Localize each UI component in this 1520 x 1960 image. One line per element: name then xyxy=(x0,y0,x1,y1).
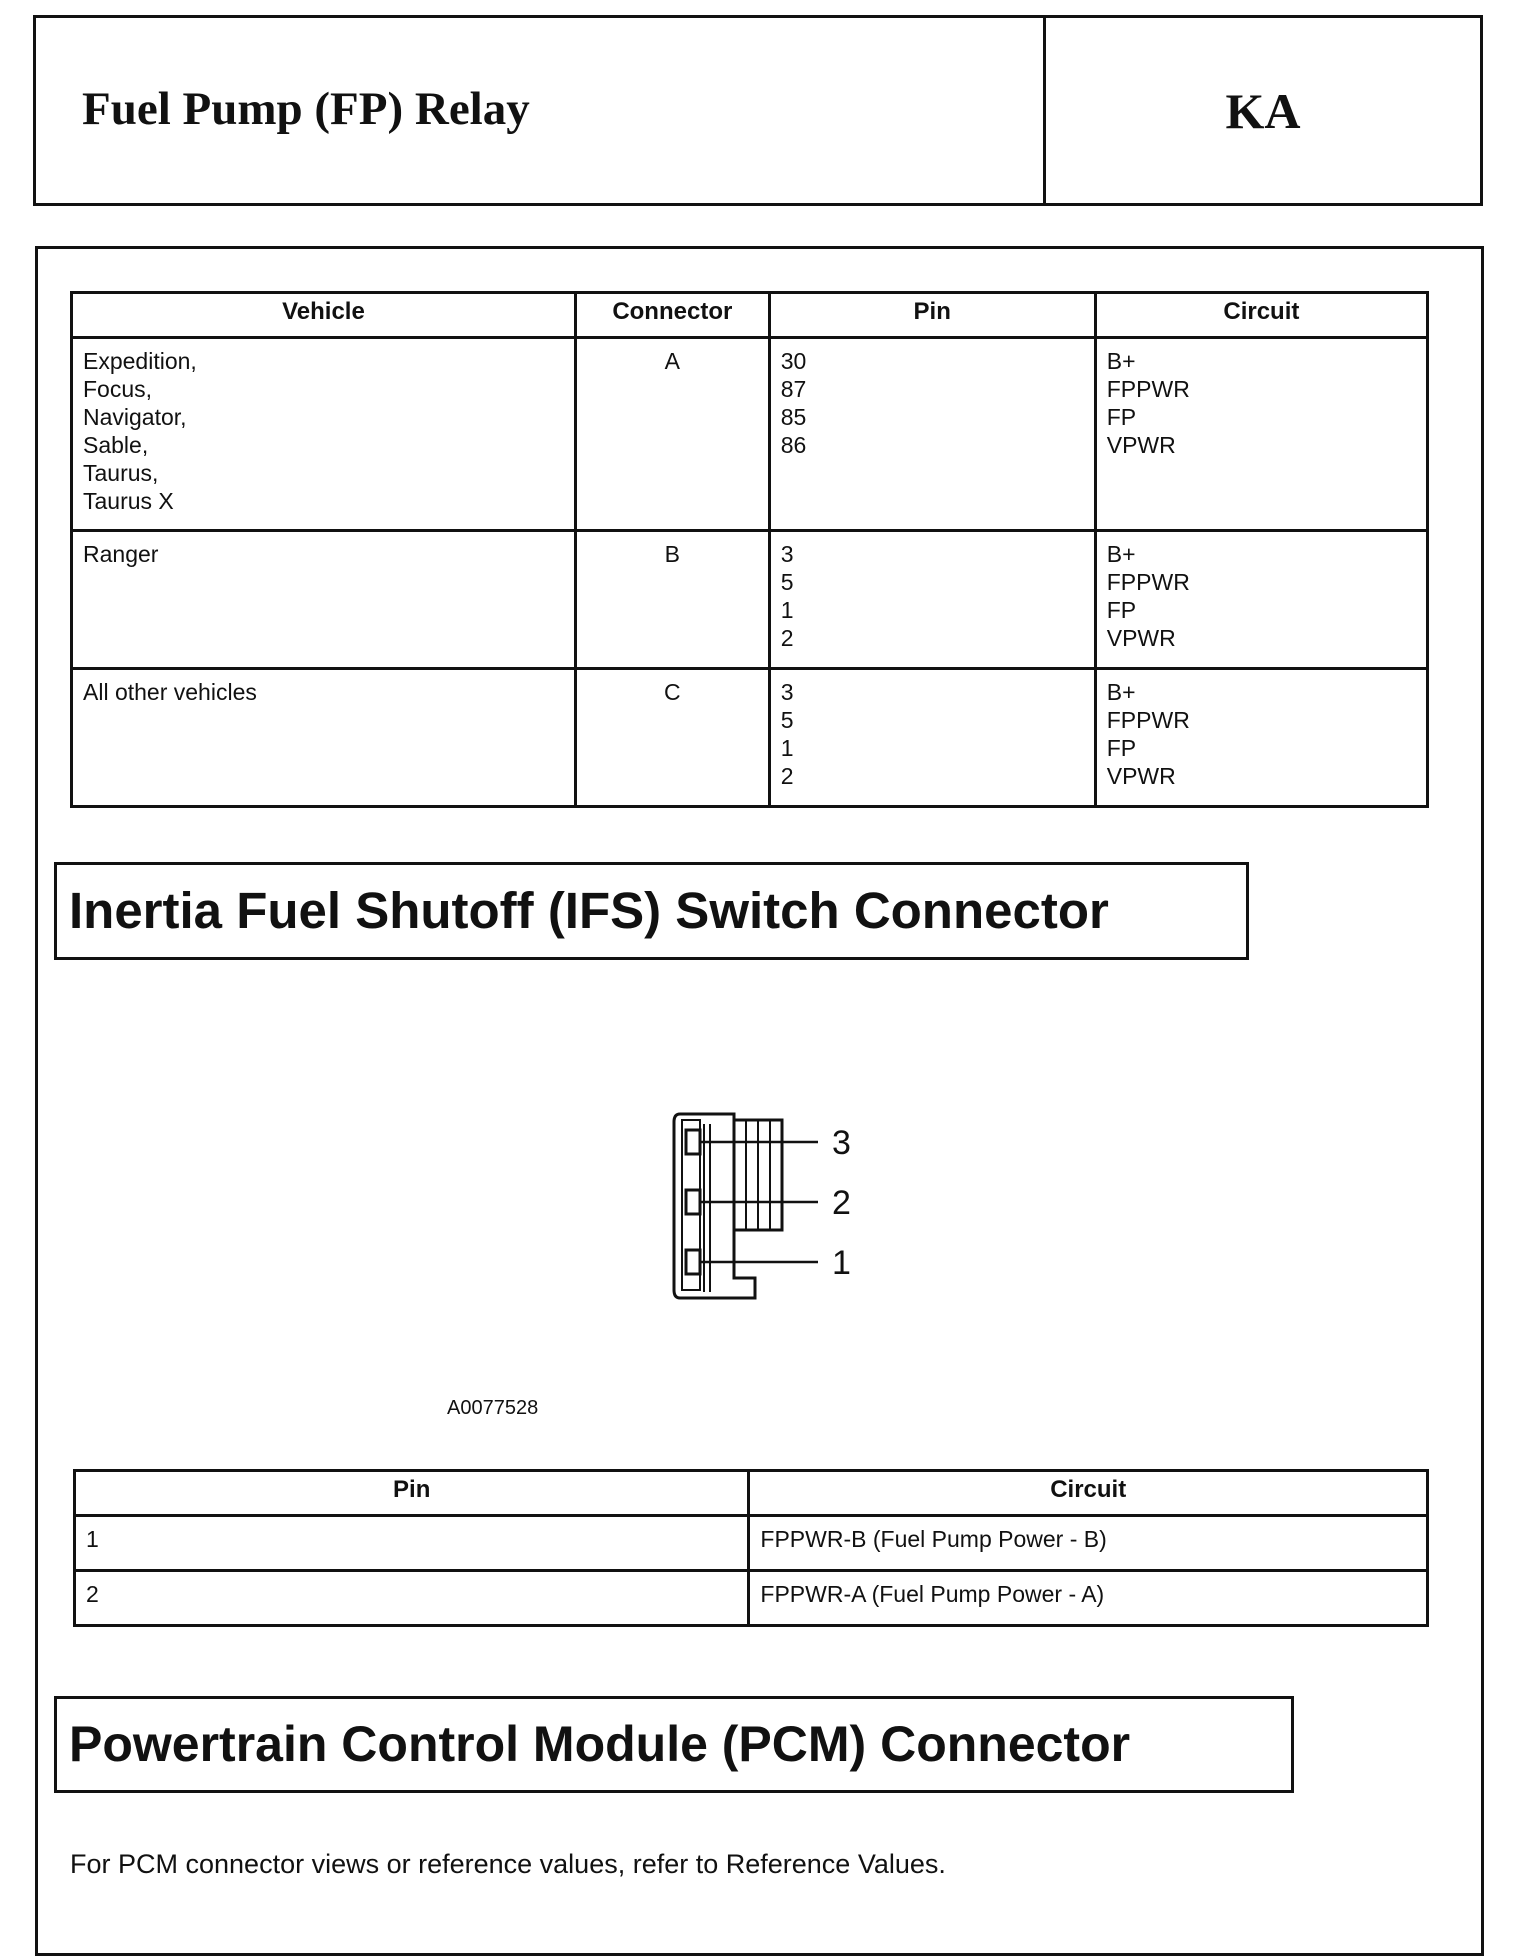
circuit-cell xyxy=(1095,669,1427,807)
pin-number: 2 xyxy=(780,625,794,651)
table-row xyxy=(72,338,1428,531)
pin-cell xyxy=(769,669,1095,807)
pin-number: 1 xyxy=(780,735,794,761)
table-row xyxy=(75,1516,1428,1571)
column-header-circuit: Circuit xyxy=(749,1471,1428,1516)
circuit-name: B+ xyxy=(1106,679,1136,705)
vehicle-name: Ranger xyxy=(83,541,159,567)
column-header-pin: Pin xyxy=(769,293,1095,338)
section-code: KA xyxy=(1225,83,1301,139)
circuit-name: FPPWR xyxy=(1106,707,1190,733)
pcm-section-heading: Powertrain Control Module (PCM) Connector xyxy=(54,1696,1294,1793)
ifs-section-heading: Inertia Fuel Shutoff (IFS) Switch Connector xyxy=(54,862,1249,960)
vehicle-name: Expedition, xyxy=(83,348,197,374)
table-row xyxy=(75,1571,1428,1626)
figure-id: A0077528 xyxy=(447,1397,539,1419)
column-header-pin: Pin xyxy=(75,1471,749,1516)
circuit-name: FPPWR xyxy=(1106,376,1190,402)
connector-cell: C xyxy=(575,669,769,807)
pin-number: 87 xyxy=(780,376,807,402)
ifs-table-header xyxy=(75,1471,1428,1516)
pin-number: 2 xyxy=(780,763,794,789)
ifs-connector-diagram xyxy=(660,1100,900,1310)
vehicle-cell xyxy=(72,669,576,807)
circuit-name: FPPWR xyxy=(1106,569,1190,595)
circuit-name: VPWR xyxy=(1106,625,1176,651)
pin-number: 3 xyxy=(780,679,794,705)
ifs-pinout-table xyxy=(73,1469,1429,1627)
pin-3-terminal xyxy=(686,1130,700,1154)
relay-table-header xyxy=(72,293,1428,338)
pin-cell xyxy=(769,338,1095,531)
circuit-name: VPWR xyxy=(1106,432,1176,458)
pin-number: 85 xyxy=(780,404,807,430)
vehicle-name: Taurus, xyxy=(83,460,159,486)
vehicle-name: Sable, xyxy=(83,432,149,458)
circuit-cell: FPPWR-A (Fuel Pump Power - A) xyxy=(749,1571,1428,1626)
connector-cell: B xyxy=(575,531,769,669)
pin-number: 3 xyxy=(780,541,794,567)
pin-number: 1 xyxy=(780,597,794,623)
circuit-name: B+ xyxy=(1106,541,1136,567)
pin-cell xyxy=(769,531,1095,669)
pin-1-terminal xyxy=(686,1250,700,1274)
vehicle-name: Taurus X xyxy=(83,488,174,514)
pin-cell: 1 xyxy=(75,1516,749,1571)
circuit-cell xyxy=(1095,338,1427,531)
vehicle-name: Navigator, xyxy=(83,404,187,430)
vehicle-cell xyxy=(72,338,576,531)
circuit-name: FP xyxy=(1106,404,1137,430)
pin-label-1: 1 xyxy=(832,1244,851,1282)
pin-label-2: 2 xyxy=(832,1184,851,1222)
pin-number: 86 xyxy=(780,432,807,458)
pin-number: 5 xyxy=(780,569,794,595)
table-row xyxy=(72,531,1428,669)
page-title: Fuel Pump (FP) Relay xyxy=(82,83,530,135)
table-row xyxy=(72,669,1428,807)
pcm-reference-note: For PCM connector views or reference values, refer to Reference Values. xyxy=(70,1849,946,1879)
pin-number: 30 xyxy=(780,348,807,374)
circuit-cell: FPPWR-B (Fuel Pump Power - B) xyxy=(749,1516,1428,1571)
vehicle-cell xyxy=(72,531,576,669)
column-header-vehicle: Vehicle xyxy=(72,293,576,338)
pin-2-terminal xyxy=(686,1190,700,1214)
connector-cell: A xyxy=(575,338,769,531)
pin-number: 5 xyxy=(780,707,794,733)
column-header-circuit: Circuit xyxy=(1095,293,1427,338)
circuit-name: FP xyxy=(1106,597,1137,623)
circuit-name: FP xyxy=(1106,735,1137,761)
circuit-name: VPWR xyxy=(1106,763,1176,789)
vehicle-name: Focus, xyxy=(83,376,153,402)
pin-label-3: 3 xyxy=(832,1124,851,1162)
column-header-connector: Connector xyxy=(575,293,769,338)
vehicle-name: All other vehicles xyxy=(83,679,257,705)
circuit-name: B+ xyxy=(1106,348,1136,374)
pin-cell: 2 xyxy=(75,1571,749,1626)
circuit-cell xyxy=(1095,531,1427,669)
relay-pinout-table xyxy=(70,291,1429,808)
